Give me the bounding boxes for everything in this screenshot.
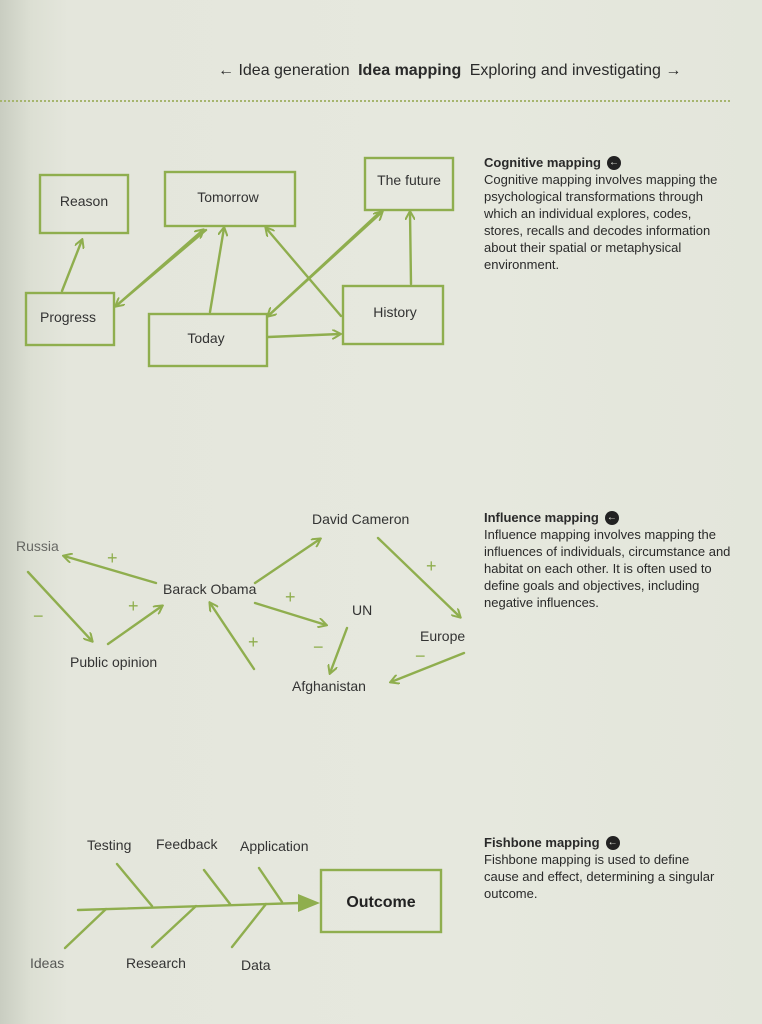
fishbone-data-label: Data — [241, 957, 271, 973]
edge-cameron-europe — [378, 538, 460, 617]
sign-plus: + — [285, 587, 296, 607]
fishbone-research-label: Research — [126, 955, 186, 971]
fishbone-mapping-title: Fishbone mapping — [484, 835, 600, 850]
sign-plus: + — [426, 556, 437, 576]
fishbone-mapping-description — [484, 834, 719, 902]
fishbone-bone-ideas — [65, 909, 106, 948]
fishbone-bone-feedback — [204, 870, 230, 904]
influence-mapping-text: Influence mapping involves mapping the influences of individuals, circumstance and habitat on each other. It is often used to define goals and objectives, including negative influences. — [484, 527, 731, 610]
nav-prev-link[interactable]: ← Idea generation — [218, 62, 350, 79]
edge-progress-reason — [62, 240, 82, 291]
sign-minus: − — [33, 606, 44, 626]
back-arrow-circle-icon[interactable]: ← — [607, 836, 618, 848]
back-arrow-circle-icon[interactable]: ← — [606, 511, 617, 523]
sign-plus: + — [248, 632, 259, 652]
edge-today-tomorrow — [210, 228, 224, 312]
node-reason-label: Reason — [59, 193, 109, 209]
fishbone-outcome-label: Outcome — [346, 894, 416, 911]
edge-today-future — [268, 212, 382, 316]
node-afghanistan-label: Afghanistan — [292, 678, 366, 694]
fishbone-bone-data — [232, 904, 266, 947]
node-russia-label: Russia — [16, 538, 59, 554]
influence-mapping-description — [484, 509, 734, 611]
nav-current: Idea mapping — [358, 62, 462, 79]
edge-history-tomorrow — [266, 228, 341, 316]
fishbone-arrowhead — [298, 894, 320, 912]
node-future-label: The future — [377, 172, 441, 188]
fishbone-bone-testing — [117, 864, 152, 906]
sign-plus: + — [128, 596, 139, 616]
node-progress-label: Progress — [39, 309, 97, 325]
cognitive-map — [26, 158, 453, 366]
edge-europe-afghanistan — [391, 653, 464, 682]
edge-un-afghanistan — [330, 628, 347, 673]
edge-history-future — [410, 212, 411, 284]
sign-minus: − — [415, 646, 426, 666]
edge-obama-cameron — [255, 539, 320, 583]
edge-progress-tomorrow — [116, 230, 203, 306]
influence-mapping-title: Influence mapping — [484, 510, 599, 525]
node-public-opinion-label: Public opinion — [70, 654, 158, 670]
node-david-cameron-label: David Cameron — [312, 511, 410, 527]
fishbone-application-label: Application — [240, 838, 309, 854]
node-barack-obama-label: Barack Obama — [163, 581, 257, 597]
fishbone-mapping-text: Fishbone mapping is used to define cause and effect, determining a singular outcome. — [484, 852, 715, 901]
node-tomorrow-label: Tomorrow — [197, 189, 259, 205]
cognitive-mapping-heading — [484, 154, 734, 171]
node-history-label: History — [373, 304, 417, 320]
fishbone-map — [30, 836, 441, 973]
sign-minus: − — [313, 637, 324, 657]
nav-next-link[interactable]: Exploring and investigating → — [469, 62, 682, 79]
fishbone-mapping-heading — [484, 834, 719, 851]
back-arrow-circle-icon[interactable]: ← — [609, 156, 619, 168]
influence-map — [16, 511, 465, 694]
fishbone-ideas-label: Ideas — [30, 955, 65, 971]
cognitive-mapping-title: Cognitive mapping — [484, 155, 601, 170]
fishbone-feedback-label: Feedback — [156, 836, 218, 852]
edge-today-history — [268, 334, 340, 337]
cognitive-mapping-description — [484, 154, 734, 273]
influence-mapping-heading — [484, 509, 734, 526]
node-un-label: UN — [352, 602, 373, 618]
node-europe-label: Europe — [420, 628, 466, 644]
sign-plus: + — [107, 548, 118, 568]
cognitive-mapping-text: Cognitive mapping involves mapping the psychological transformations through which an individual explores, codes, stores, recalls and decodes information about their spatial or metaphysical environment. — [484, 172, 718, 272]
fishbone-testing-label: Testing — [87, 837, 132, 853]
fishbone-bone-research — [152, 906, 196, 947]
node-today-label: Today — [187, 330, 225, 346]
fishbone-bone-application — [259, 868, 282, 902]
